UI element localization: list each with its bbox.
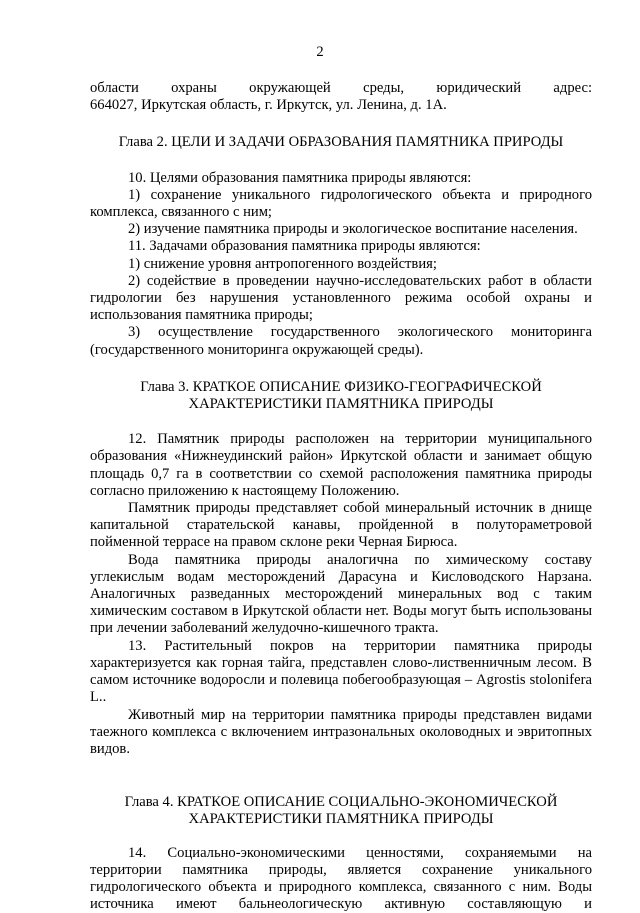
paragraph-11-item-1: 1) снижение уровня антропогенного воздействия; (128, 255, 437, 272)
chapter-2-title: Глава 2. ЦЕЛИ И ЗАДАЧИ ОБРАЗОВАНИЯ ПАМЯТНИКА ПРИРОДЫ (118, 134, 564, 151)
paragraph-10-item-1: 1) сохранение уникального гидрологического объекта и природного комплекса, связанного с ним; (90, 186, 592, 221)
page-number: 2 (316, 44, 324, 60)
paragraph-13-fauna: Животный мир на территории памятника природы представлен видами таежного комплекса с включением интразональных околоводных и эвритопных видов. (90, 706, 592, 757)
chapter-3-title-line1: Глава 3. КРАТКОЕ ОПИСАНИЕ ФИЗИКО-ГЕОГРАФИЧЕСКОЙ (140, 378, 542, 395)
paragraph-11-item-3: 3) осуществление государственного экологического мониторинга (государственного мониторинга окружающей среды). (90, 324, 592, 358)
paragraph-13: 13. Растительный покров на территории памятника природы характеризуется как горная тайга, представлен слово-лиственничным лесом. В самом источнике водоросли и полевица побегообразующая – Agrostis stolonifera L.. (90, 637, 592, 706)
chapter-4-title-line2: ХАРАКТЕРИСТИКИ ПАМЯТНИКА ПРИРОДЫ (188, 811, 494, 828)
paragraph-10: 10. Целями образования памятника природы являются: (128, 169, 472, 186)
paragraph-12-source: Памятник природы представляет собой минеральный источник в днище капитальной старательской канавы, пройденной в полутораметровой пойменной террасе на правом склоне реки Черная Бирюса. (90, 500, 592, 551)
paragraph-intro-line2: 664027, Иркутская область, г. Иркутск, ул. Ленина, д. 1А. (90, 97, 447, 114)
document-body (90, 80, 592, 913)
paragraph-12-water: Вода памятника природы аналогична по химическому составу углекислым водам месторождений Дарасуна и Кисловодского Нарзана. Аналогичных разведанных месторождений минеральных вод с таким химическим составом в Иркутской области нет. Воды могут быть использованы при лечении заболеваний желудочно-кишечного тракта. (90, 551, 592, 637)
paragraph-14: 14. Социально-экономическими ценностями, сохраняемыми на территории памятника природы, является сохранение уникального гидрологического объекта и природного комплекса, связанного с ним. Воды источника имеют бальнеологическую активную составляющую и (90, 844, 592, 913)
paragraph-11: 11. Задачами образования памятника природы являются: (128, 238, 481, 255)
paragraph-intro-line1: области охраны окружающей среды, юридический адрес: (90, 80, 592, 96)
paragraph-11-item-2: 2) содействие в проведении научно-исследовательских работ в области гидрологии без нарушения установленного режима особой охраны и использования памятника природы; (90, 272, 592, 324)
paragraph-12: 12. Памятник природы расположен на территории муниципального образования «Нижнеудинский район» Иркутской области и занимает общую площадь 0,7 га в соответствии со схемой расположения памятника природы согласно приложению к настоящему Положению. (90, 431, 592, 499)
chapter-3-title-line2: ХАРАКТЕРИСТИКИ ПАМЯТНИКА ПРИРОДЫ (188, 396, 494, 413)
chapter-4-title-line1: Глава 4. КРАТКОЕ ОПИСАНИЕ СОЦИАЛЬНО-ЭКОНОМИЧЕСКОЙ (124, 794, 558, 811)
paragraph-10-item-2: 2) изучение памятника природы и экологическое воспитание населения. (128, 221, 578, 238)
